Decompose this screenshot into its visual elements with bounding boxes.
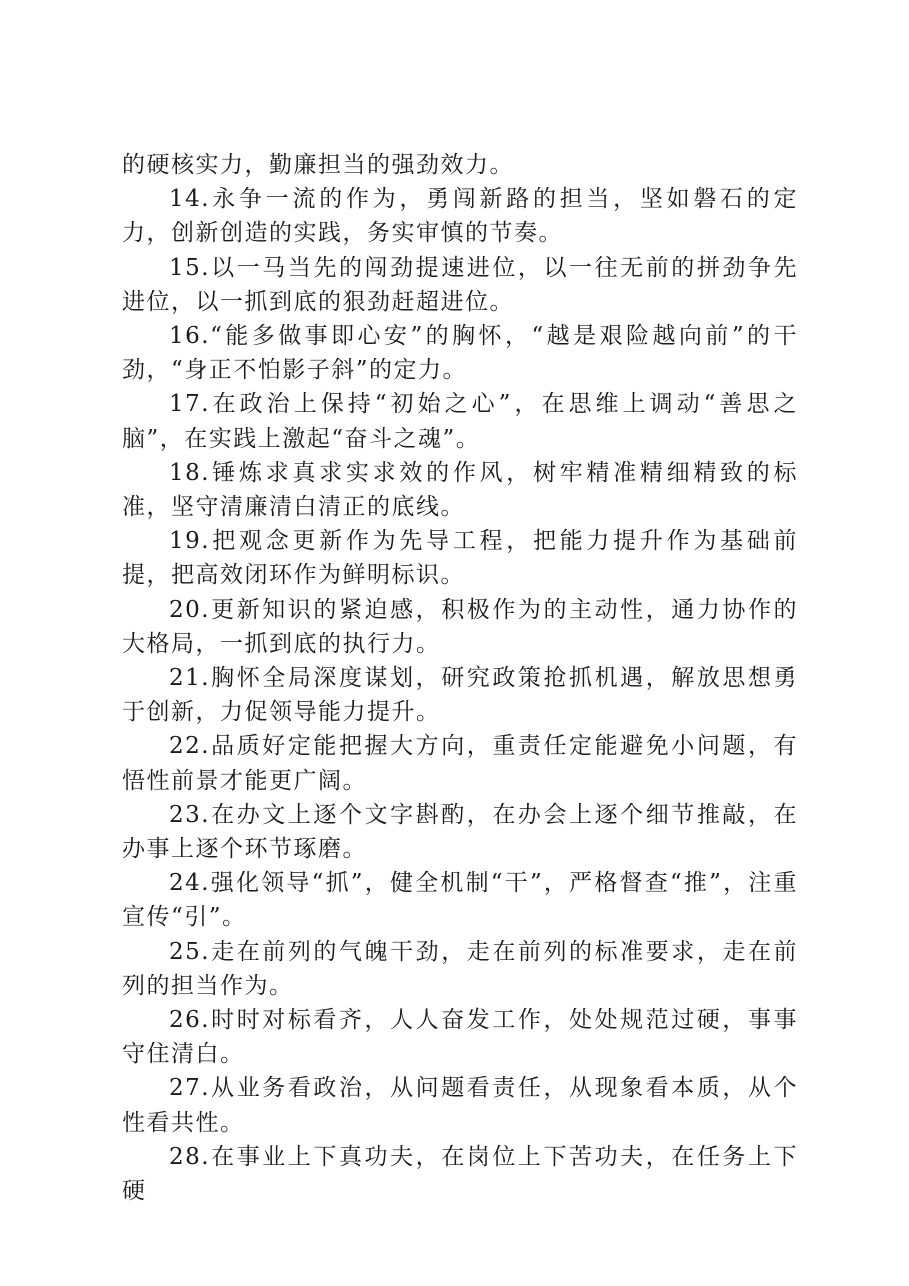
paragraph-continuation: 的硬核实力，勤廉担当的强劲效力。	[122, 152, 514, 178]
paragraph-25: 25.走在前列的气魄干劲，走在前列的标准要求，走在前列的担当作为。	[122, 938, 798, 999]
paragraph-16: 16.“能多做事即心安”的胸怀，“越是艰险越向前”的干劲，“身正不怕影子斜”的定力。	[122, 323, 798, 384]
paragraph-23: 23.在办文上逐个文字斟酌，在办会上逐个细节推敲，在办事上逐个环节琢磨。	[122, 801, 798, 863]
paragraph-19: 19.把观念更新作为先导工程，把能力提升作为基础前提，把高效闭环作为鲜明标识。	[122, 528, 798, 589]
paragraph-27: 27.从业务看政治，从问题看责任，从现象看本质，从个性看共性。	[122, 1075, 798, 1136]
paragraph-15: 15.以一马当先的闯劲提速进位，以一往无前的拼劲争先进位，以一抓到底的狠劲赶超进位。	[122, 254, 798, 315]
paragraph-18: 18.锤炼求真求实求效的作风，树牢精准精细精致的标准，坚守清廉清白清正的底线。	[122, 459, 798, 521]
paragraph-26: 26.时时对标看齐，人人奋发工作，处处规范过硬，事事守住清白。	[122, 1007, 798, 1068]
paragraph-20: 20.更新知识的紧迫感，积极作为的主动性，通力协作的大格局，一抓到底的执行力。	[122, 596, 798, 657]
paragraph-17: 17.在政治上保持“初始之心”，在思维上调动“善思之脑”，在实践上激起“奋斗之魂”。	[122, 391, 798, 452]
paragraph-28: 28.在事业上下真功夫，在岗位上下苦功夫，在任务上下硬	[122, 1143, 798, 1205]
paragraph-14: 14.永争一流的作为，勇闯新路的担当，坚如磐石的定力，创新创造的实践，务实审慎的节奏。	[122, 186, 798, 247]
document-body	[122, 148, 798, 1208]
paragraph-22: 22.品质好定能把握大方向，重责任定能避免小问题，有悟性前景才能更广阔。	[122, 733, 798, 794]
paragraph-24: 24.强化领导“抓”，健全机制“干”，严格督查“推”，注重宣传“引”。	[122, 870, 798, 931]
paragraph-21: 21.胸怀全局深度谋划，研究政策抢抓机遇，解放思想勇于创新，力促领导能力提升。	[122, 665, 798, 726]
